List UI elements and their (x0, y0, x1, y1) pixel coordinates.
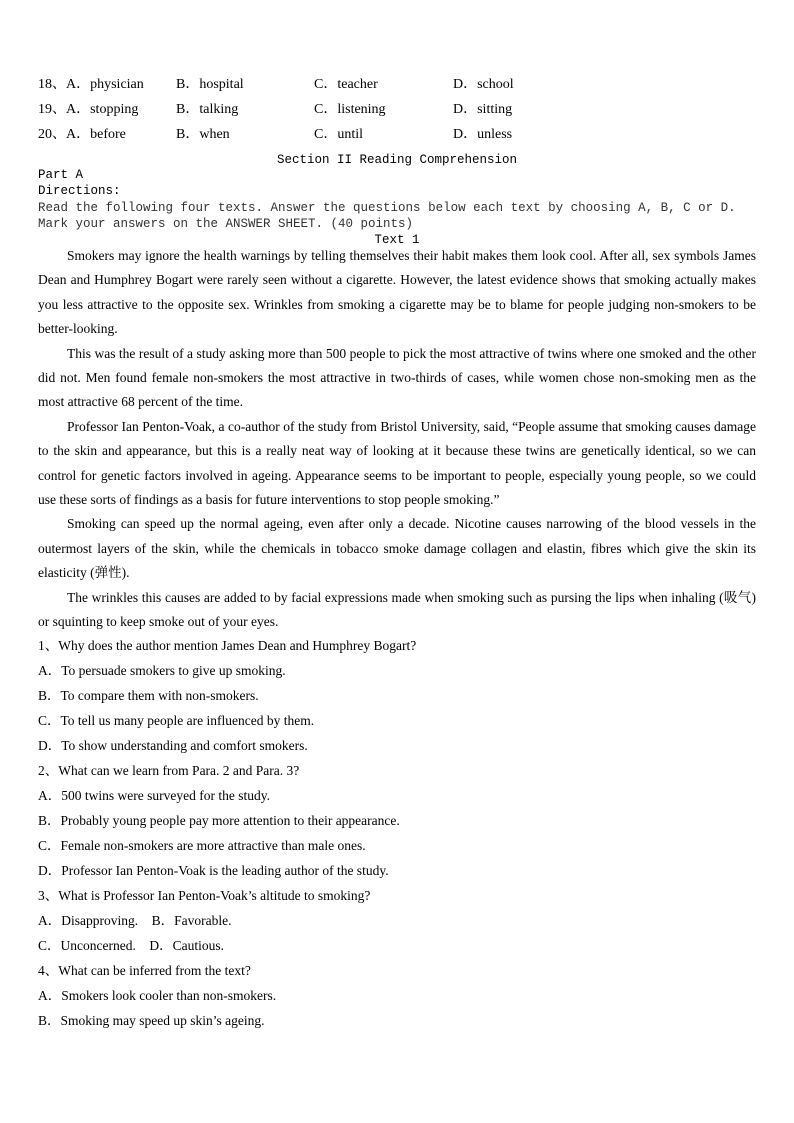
directions-text: Read the following four texts. Answer the questions below each text by choosing A, B, C or D. Mark your answers on the ANSWER SHEET. (40 points) (38, 201, 736, 231)
option-a: 19、A．stopping (38, 102, 139, 117)
option-b: B．when (176, 127, 230, 142)
question-stem: 4、What can be inferred from the text? (38, 963, 251, 978)
paragraph: This was the result of a study asking more than 500 people to pick the most attractive of twins where one smoked and the other did not. Men found female non-smokers the most attractive in two-thirds of cases, while women chose non-smoking men as the most attractive 68 percent of the time. (38, 345, 756, 410)
text-title: Text 1 (374, 233, 420, 247)
answer-option: D．Professor Ian Penton-Voak is the leading author of the study. (38, 863, 389, 878)
option-d: D．sitting (453, 102, 513, 117)
question-stem: 1、Why does the author mention James Dean and Humphrey Bogart? (38, 638, 417, 653)
answer-option: B．Probably young people pay more attention to their appearance. (38, 813, 400, 828)
part-heading: Part A (38, 168, 84, 182)
option-c: C．teacher (314, 77, 378, 92)
questions-list (38, 633, 756, 1033)
question-stem: 3、What is Professor Ian Penton-Voak’s altitude to smoking? (38, 888, 371, 903)
directions-label: Directions: (38, 184, 121, 198)
option-c: C．until (314, 127, 364, 142)
answer-option: A．Disapproving. B．Favorable. (38, 913, 232, 928)
question-stem: 2、What can we learn from Para. 2 and Para. 3? (38, 763, 300, 778)
answer-option: A．To persuade smokers to give up smoking. (38, 663, 286, 678)
option-d: D．unless (453, 127, 513, 142)
answer-option: B．To compare them with non-smokers. (38, 688, 259, 703)
answer-option: C．Unconcerned. D．Cautious. (38, 938, 224, 953)
answer-option: B．Smoking may speed up skin’s ageing. (38, 1013, 265, 1028)
option-b: B．hospital (176, 77, 244, 92)
answer-option: A．Smokers look cooler than non-smokers. (38, 988, 277, 1003)
section-title: Section II Reading Comprehension (276, 153, 518, 167)
paragraph: Professor Ian Penton-Voak, a co-author of the study from Bristol University, said, “People assume that smoking causes damage to the skin and appearance, but this is a really neat way of looking at it because these twins are genetically identical, so we can control for genetic factors involved in ageing. Appearance seems to be important to people, especially young people, so we could use these sorts of findings as a basis for future interventions to stop people smoking.” (38, 418, 756, 508)
paragraph: Smoking can speed up the normal ageing, even after only a decade. Nicotine causes narrowing of the blood vessels in the outermost layers of the skin, while the chemicals in tobacco smoke damage collagen and elastin, fibres which give the skin its elasticity (弹性). (38, 516, 756, 581)
option-c: C．listening (314, 102, 386, 117)
option-b: B．talking (176, 102, 239, 117)
answer-option: C．To tell us many people are influenced by them. (38, 713, 315, 728)
option-d: D．school (453, 77, 514, 92)
answer-option: C．Female non-smokers are more attractive than male ones. (38, 838, 366, 853)
answer-option: D．To show understanding and comfort smokers. (38, 738, 308, 753)
reading-passage (38, 244, 756, 635)
paragraph: The wrinkles this causes are added to by facial expressions made when smoking such as pursing the lips when inhaling (吸气) or squinting to keep smoke out of your eyes. (38, 589, 756, 630)
paragraph: Smokers may ignore the health warnings by telling themselves their habit makes them look cool. After all, sex symbols James Dean and Humphrey Bogart were rarely seen without a cigarette. However, the latest evidence shows that smoking actually makes you less attractive to the opposite sex. Wrinkles from smoking a cigarette may be to blame for people judging non-smokers to be better-looking. (38, 248, 756, 337)
option-a: 18、A．physician (38, 77, 144, 92)
answer-option: A．500 twins were surveyed for the study. (38, 788, 270, 803)
option-a: 20、A．before (38, 127, 126, 142)
